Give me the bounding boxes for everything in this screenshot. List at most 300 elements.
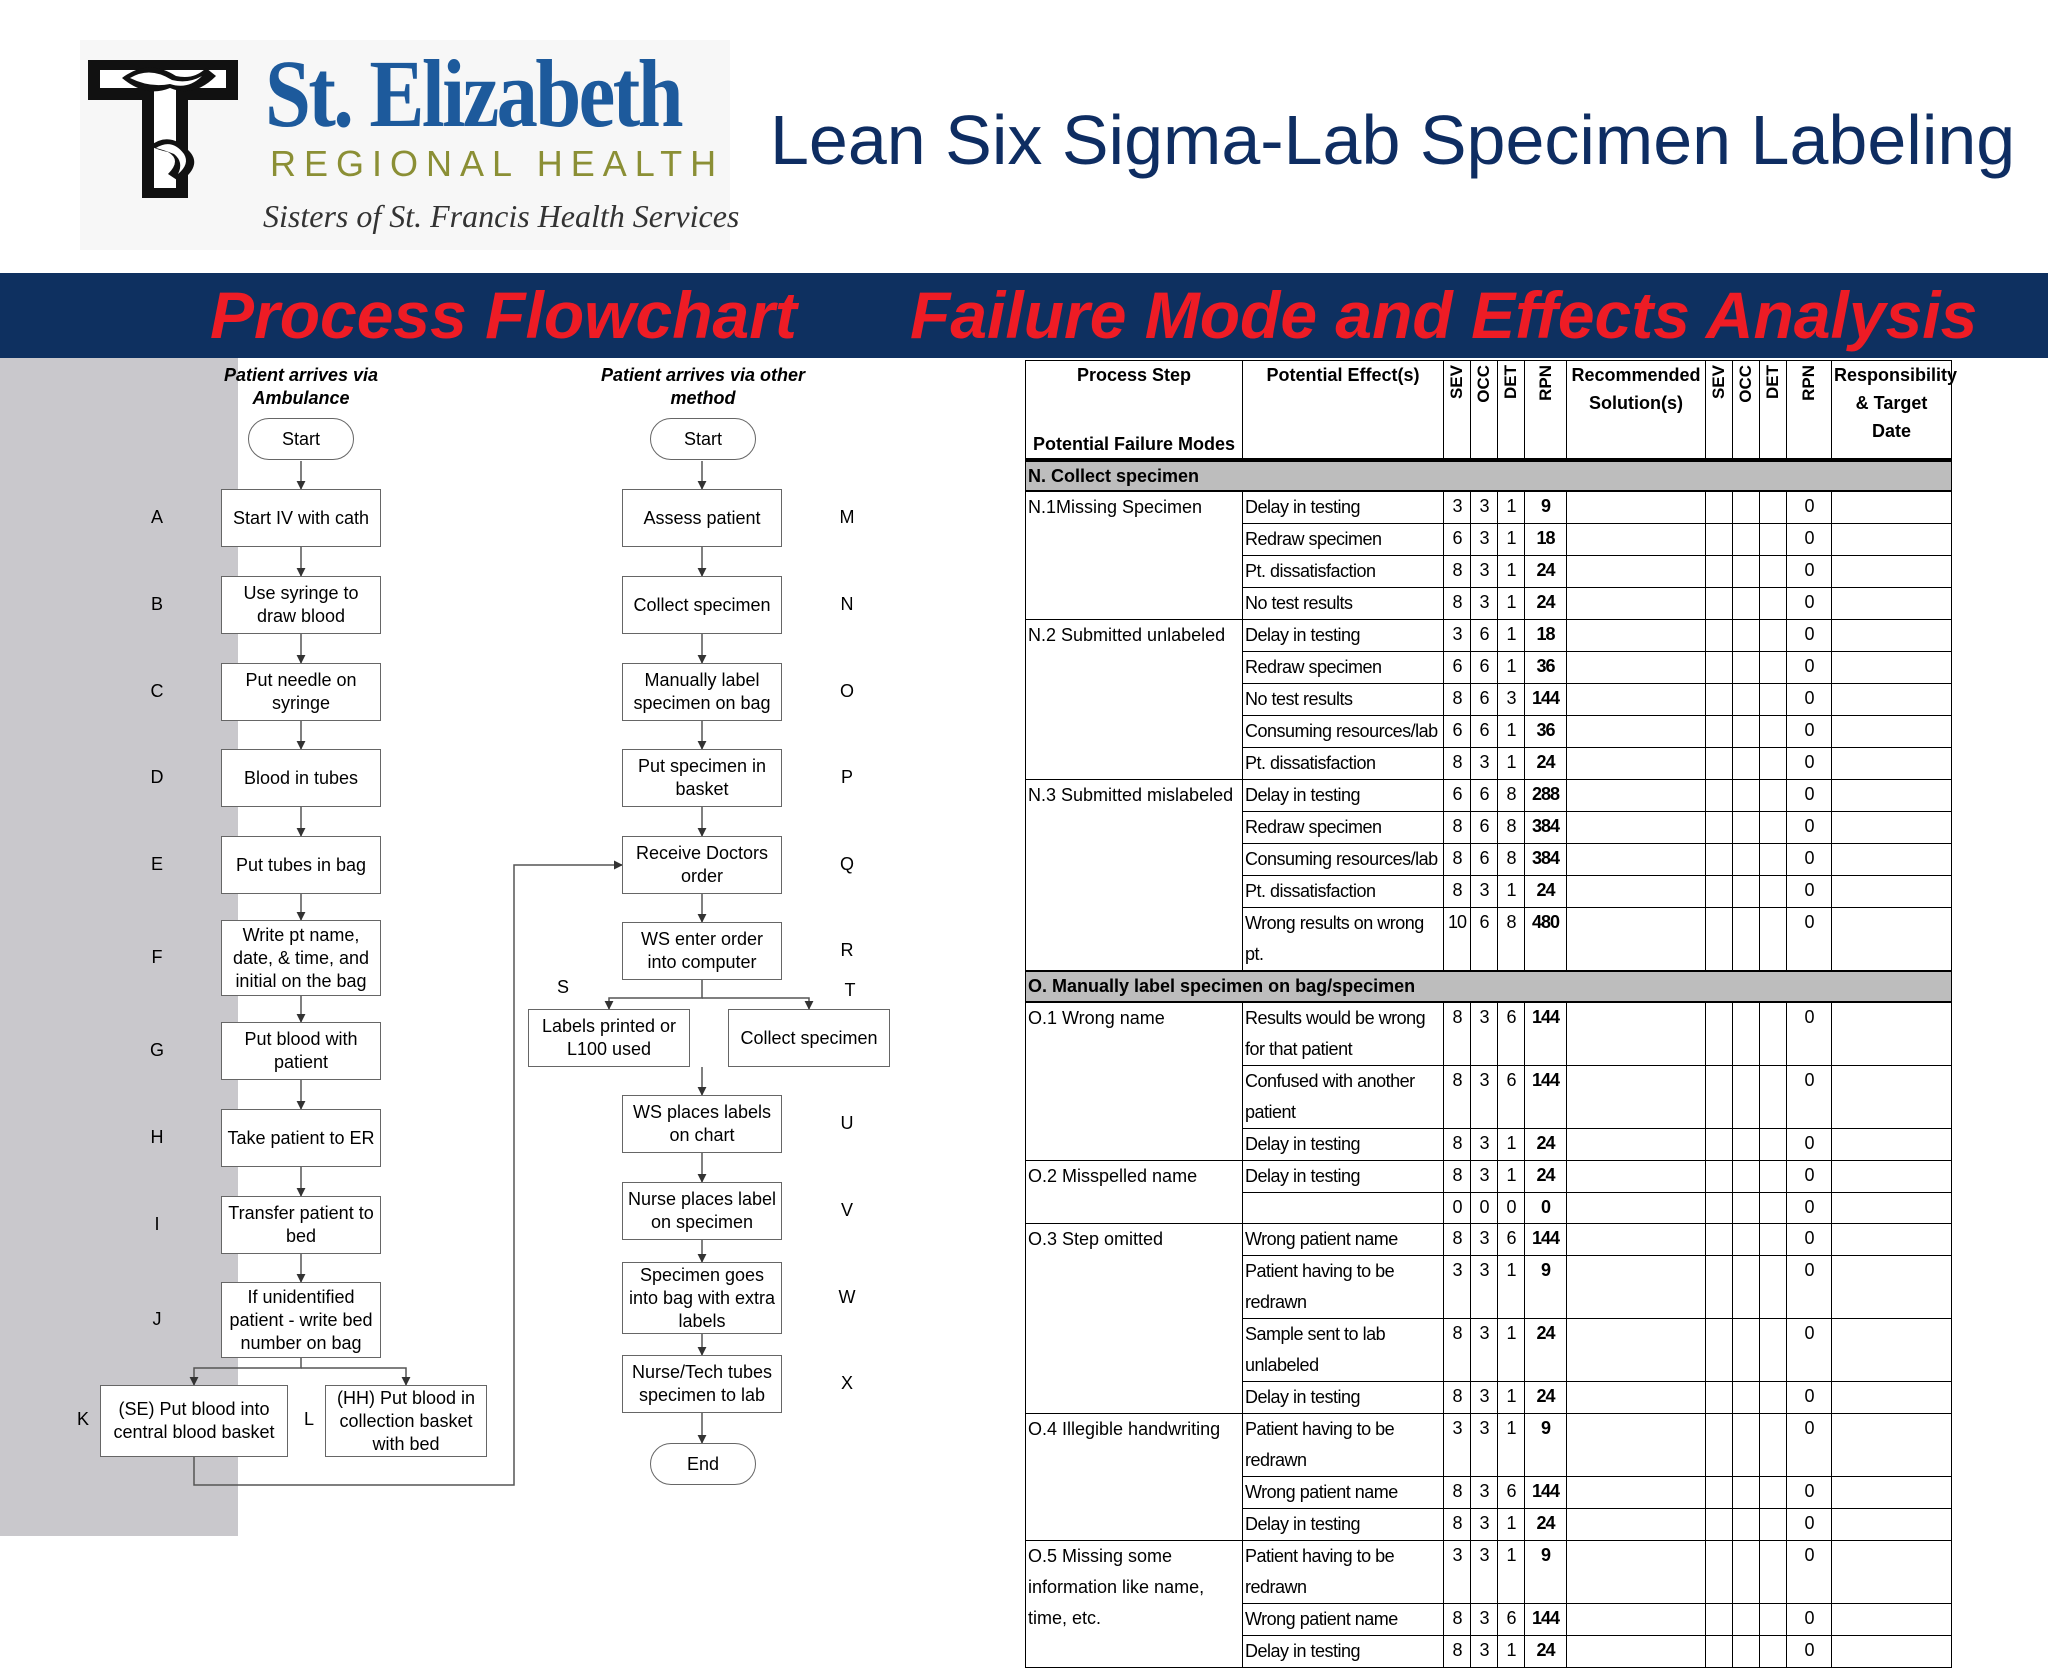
header-occ xyxy=(1471,361,1498,460)
flow-letter-v: V xyxy=(840,1200,853,1220)
fmea-effect: Wrong patient name xyxy=(1243,1603,1444,1635)
fmea-effect: Delay in testing xyxy=(1243,619,1444,651)
logo-tagline: Sisters of St. Francis Health Services xyxy=(263,198,740,234)
fmea-occ2 xyxy=(1733,1160,1760,1192)
fmea-effect: Pt. dissatisfaction xyxy=(1243,747,1444,779)
fmea-solution xyxy=(1567,747,1706,779)
fmea-responsibility xyxy=(1832,1223,1952,1255)
fmea-sev2 xyxy=(1706,619,1733,651)
fmea-det2 xyxy=(1760,747,1787,779)
fmea-sev2 xyxy=(1706,587,1733,619)
fmea-sev: 8 xyxy=(1444,747,1471,779)
fmea-rpn: 144 xyxy=(1525,1603,1567,1635)
fmea-occ: 6 xyxy=(1471,683,1498,715)
fmea-occ2 xyxy=(1733,907,1760,971)
fmea-sev2 xyxy=(1706,811,1733,843)
fmea-occ: 6 xyxy=(1471,811,1498,843)
fmea-sev: 6 xyxy=(1444,651,1471,683)
fmea-solution xyxy=(1567,1002,1706,1066)
fmea-rpn2: 0 xyxy=(1787,715,1832,747)
fmea-responsibility xyxy=(1832,491,1952,524)
fmea-rpn: 24 xyxy=(1525,1635,1567,1667)
fmea-occ2 xyxy=(1733,1065,1760,1128)
fmea-rpn: 0 xyxy=(1525,1192,1567,1223)
fmea-occ2 xyxy=(1733,1540,1760,1603)
fmea-sev: 6 xyxy=(1444,523,1471,555)
fmea-rpn: 24 xyxy=(1525,587,1567,619)
flow-arrow xyxy=(609,980,702,1009)
fmea-det2 xyxy=(1760,907,1787,971)
header-sev-label: SEV xyxy=(1447,365,1466,400)
fmea-failure-mode: N.2 Submitted unlabeled xyxy=(1026,619,1243,779)
fmea-det: 6 xyxy=(1498,1002,1525,1066)
fmea-solution xyxy=(1567,1128,1706,1160)
fmea-sev: 3 xyxy=(1444,1255,1471,1318)
fmea-failure-mode: O.2 Misspelled name xyxy=(1026,1160,1243,1223)
fmea-sev2 xyxy=(1706,555,1733,587)
flow-arrow xyxy=(301,1368,406,1385)
fmea-occ: 3 xyxy=(1471,491,1498,524)
fmea-rpn2: 0 xyxy=(1787,1065,1832,1128)
fmea-solution xyxy=(1567,555,1706,587)
fmea-rpn2: 0 xyxy=(1787,491,1832,524)
flow-letter-a: A xyxy=(150,507,163,527)
fmea-effect: Delay in testing xyxy=(1243,1160,1444,1192)
fmea-row xyxy=(1026,1413,1952,1476)
fmea-solution xyxy=(1567,683,1706,715)
flow-letter-w: W xyxy=(838,1287,856,1307)
fmea-sev: 8 xyxy=(1444,1065,1471,1128)
fmea-failure-mode: N.3 Submitted mislabeled xyxy=(1026,779,1243,971)
fmea-solution xyxy=(1567,587,1706,619)
flow-letter-k: K xyxy=(76,1409,89,1429)
fmea-det: 8 xyxy=(1498,779,1525,811)
fmea-effect: Pt. dissatisfaction xyxy=(1243,555,1444,587)
fmea-det2 xyxy=(1760,1540,1787,1603)
logo-subtitle: REGIONAL HEALTH xyxy=(270,143,725,184)
fmea-occ: 6 xyxy=(1471,715,1498,747)
fmea-responsibility xyxy=(1832,555,1952,587)
left-column-heading: Patient arrives via Ambulance xyxy=(223,365,379,408)
fmea-occ2 xyxy=(1733,1128,1760,1160)
fmea-solution xyxy=(1567,1413,1706,1476)
fmea-rpn: 24 xyxy=(1525,1508,1567,1540)
fmea-sev: 8 xyxy=(1444,1002,1471,1066)
fmea-occ: 3 xyxy=(1471,1255,1498,1318)
fmea-sev: 8 xyxy=(1444,1476,1471,1508)
fmea-sev: 8 xyxy=(1444,683,1471,715)
flow-step-w: Specimen goes into bag with extra labels xyxy=(622,1262,782,1334)
header-rpn2 xyxy=(1787,361,1832,460)
header-sev2 xyxy=(1706,361,1733,460)
fmea-occ2 xyxy=(1733,715,1760,747)
fmea-solution xyxy=(1567,1476,1706,1508)
fmea-rpn2: 0 xyxy=(1787,619,1832,651)
fmea-rpn2: 0 xyxy=(1787,747,1832,779)
fmea-det: 6 xyxy=(1498,1065,1525,1128)
fmea-occ2 xyxy=(1733,1255,1760,1318)
fmea-det2 xyxy=(1760,1128,1787,1160)
flow-letter-m: M xyxy=(839,507,855,527)
header-det2 xyxy=(1760,361,1787,460)
fmea-occ: 3 xyxy=(1471,1223,1498,1255)
fmea-responsibility xyxy=(1832,1318,1952,1381)
fmea-sev: 8 xyxy=(1444,1381,1471,1413)
fmea-det: 1 xyxy=(1498,491,1525,524)
fmea-rpn: 24 xyxy=(1525,1318,1567,1381)
fmea-sev: 6 xyxy=(1444,715,1471,747)
fmea-occ: 3 xyxy=(1471,1540,1498,1603)
flow-step-d: Blood in tubes xyxy=(221,749,381,807)
fmea-det: 1 xyxy=(1498,1318,1525,1381)
fmea-sev: 0 xyxy=(1444,1192,1471,1223)
header-det2-label: DET xyxy=(1763,365,1782,399)
fmea-responsibility xyxy=(1832,843,1952,875)
flow-letter-n: N xyxy=(840,594,854,614)
flow-letter-s: S xyxy=(556,977,569,997)
fmea-sev2 xyxy=(1706,1223,1733,1255)
flow-step-f: Write pt name, date, & time, and initial on the bag xyxy=(221,920,381,996)
fmea-rpn: 144 xyxy=(1525,1065,1567,1128)
fmea-occ2 xyxy=(1733,1192,1760,1223)
fmea-solution xyxy=(1567,1381,1706,1413)
fmea-rpn2: 0 xyxy=(1787,1508,1832,1540)
fmea-occ: 6 xyxy=(1471,907,1498,971)
flow-letter-c: C xyxy=(150,681,164,701)
flow-step-i: Transfer patient to bed xyxy=(221,1196,381,1254)
fmea-effect: Patient having to be redrawn xyxy=(1243,1255,1444,1318)
flow-arrow xyxy=(194,1358,301,1385)
flow-letter-u: U xyxy=(840,1113,854,1133)
fmea-responsibility xyxy=(1832,1255,1952,1318)
fmea-responsibility xyxy=(1832,779,1952,811)
fmea-det: 1 xyxy=(1498,1635,1525,1667)
header-process-step xyxy=(1026,361,1243,460)
flow-letter-q: Q xyxy=(839,854,854,874)
fmea-det: 1 xyxy=(1498,1128,1525,1160)
fmea-det2 xyxy=(1760,1160,1787,1192)
fmea-occ: 3 xyxy=(1471,523,1498,555)
logo-cross-icon xyxy=(84,54,244,204)
fmea-sev: 8 xyxy=(1444,843,1471,875)
fmea-sev2 xyxy=(1706,907,1733,971)
fmea-det2 xyxy=(1760,651,1787,683)
fmea-rpn2: 0 xyxy=(1787,875,1832,907)
logo xyxy=(80,40,740,250)
fmea-rpn2: 0 xyxy=(1787,1635,1832,1667)
fmea-responsibility xyxy=(1832,1635,1952,1667)
fmea-sev: 10 xyxy=(1444,907,1471,971)
fmea-occ2 xyxy=(1733,1002,1760,1066)
fmea-occ2 xyxy=(1733,1381,1760,1413)
fmea-det2 xyxy=(1760,523,1787,555)
flow-step-e: Put tubes in bag xyxy=(221,836,381,894)
fmea-sev2 xyxy=(1706,491,1733,524)
fmea-occ: 3 xyxy=(1471,1508,1498,1540)
fmea-effect: Consuming resources/lab xyxy=(1243,715,1444,747)
fmea-occ2 xyxy=(1733,651,1760,683)
fmea-det: 3 xyxy=(1498,683,1525,715)
fmea-det2 xyxy=(1760,1413,1787,1476)
fmea-det: 8 xyxy=(1498,811,1525,843)
slide-title: Lean Six Sigma-Lab Specimen Labeling xyxy=(770,101,2016,179)
fmea-det2 xyxy=(1760,1635,1787,1667)
fmea-rpn: 384 xyxy=(1525,843,1567,875)
fmea-solution xyxy=(1567,907,1706,971)
fmea-failure-mode: O.1 Wrong name xyxy=(1026,1002,1243,1161)
fmea-row xyxy=(1026,779,1952,811)
fmea-sev2 xyxy=(1706,523,1733,555)
flow-letter-p: P xyxy=(840,767,853,787)
fmea-det: 6 xyxy=(1498,1603,1525,1635)
fmea-rpn: 24 xyxy=(1525,875,1567,907)
fmea-occ2 xyxy=(1733,1476,1760,1508)
fmea-det: 1 xyxy=(1498,1381,1525,1413)
fmea-effect: Delay in testing xyxy=(1243,779,1444,811)
header-responsibility xyxy=(1832,361,1958,460)
fmea-det2 xyxy=(1760,779,1787,811)
fmea-sev2 xyxy=(1706,843,1733,875)
fmea-responsibility xyxy=(1832,587,1952,619)
fmea-occ: 3 xyxy=(1471,1413,1498,1476)
fmea-occ2 xyxy=(1733,587,1760,619)
fmea-failure-mode: O.4 Illegible handwriting xyxy=(1026,1413,1243,1540)
fmea-rpn: 480 xyxy=(1525,907,1567,971)
flow-letter-b: B xyxy=(150,594,163,614)
fmea-responsibility xyxy=(1832,683,1952,715)
fmea-det2 xyxy=(1760,1192,1787,1223)
fmea-occ: 6 xyxy=(1471,779,1498,811)
fmea-rpn: 24 xyxy=(1525,1128,1567,1160)
fmea-sev: 8 xyxy=(1444,1508,1471,1540)
fmea-det2 xyxy=(1760,1002,1787,1066)
fmea-effect: Delay in testing xyxy=(1243,1381,1444,1413)
fmea-det2 xyxy=(1760,715,1787,747)
fmea-occ: 3 xyxy=(1471,1381,1498,1413)
fmea-occ2 xyxy=(1733,1318,1760,1381)
flow-step-c: Put needle on syringe xyxy=(221,663,381,721)
fmea-section-label: O. Manually label specimen on bag/specimen xyxy=(1026,971,1952,1002)
fmea-sev: 8 xyxy=(1444,1160,1471,1192)
fmea-failure-mode: O.3 Step omitted xyxy=(1026,1223,1243,1413)
fmea-rpn2: 0 xyxy=(1787,1160,1832,1192)
fmea-rpn: 384 xyxy=(1525,811,1567,843)
header-sev2-label: SEV xyxy=(1709,365,1728,400)
fmea-solution xyxy=(1567,1160,1706,1192)
fmea-responsibility xyxy=(1832,1128,1952,1160)
fmea-sev2 xyxy=(1706,875,1733,907)
fmea-rpn: 144 xyxy=(1525,683,1567,715)
fmea-solution xyxy=(1567,1603,1706,1635)
header-process-step-label: Process Step xyxy=(1076,365,1192,385)
fmea-responsibility xyxy=(1832,1065,1952,1128)
header-rpn-label: RPN xyxy=(1535,365,1555,401)
fmea-solution xyxy=(1567,1255,1706,1318)
header-failure-modes-label: Potential Failure Modes xyxy=(1032,433,1236,454)
fmea-responsibility xyxy=(1832,1160,1952,1192)
fmea-det: 1 xyxy=(1498,1540,1525,1603)
fmea-sev: 3 xyxy=(1444,491,1471,524)
fmea-occ2 xyxy=(1733,779,1760,811)
fmea-solution xyxy=(1567,811,1706,843)
fmea-responsibility xyxy=(1832,651,1952,683)
fmea-effect: Redraw specimen xyxy=(1243,651,1444,683)
fmea-effect: Delay in testing xyxy=(1243,1508,1444,1540)
fmea-effect: Patient having to be redrawn xyxy=(1243,1413,1444,1476)
flow-letter-g: G xyxy=(149,1040,164,1060)
fmea-det2 xyxy=(1760,587,1787,619)
fmea-occ: 3 xyxy=(1471,875,1498,907)
fmea-solution xyxy=(1567,1635,1706,1667)
fmea-rpn: 288 xyxy=(1525,779,1567,811)
flow-step-v: Nurse places label on specimen xyxy=(622,1182,782,1240)
fmea-occ: 3 xyxy=(1471,1318,1498,1381)
fmea-responsibility xyxy=(1832,523,1952,555)
fmea-sev2 xyxy=(1706,1381,1733,1413)
fmea-rpn2: 0 xyxy=(1787,1128,1832,1160)
flow-letter-r: R xyxy=(840,940,854,960)
flow-step-j: If unidentified patient - write bed number on bag xyxy=(221,1282,381,1358)
fmea-rpn2: 0 xyxy=(1787,1413,1832,1476)
header-responsibility-label: Responsibility & Target Date xyxy=(1834,365,1958,441)
fmea-rpn2: 0 xyxy=(1787,843,1832,875)
fmea-sev2 xyxy=(1706,779,1733,811)
fmea-rpn: 18 xyxy=(1525,619,1567,651)
fmea-det: 1 xyxy=(1498,619,1525,651)
fmea-sev: 8 xyxy=(1444,875,1471,907)
fmea-responsibility xyxy=(1832,907,1952,971)
fmea-det2 xyxy=(1760,1255,1787,1318)
fmea-rpn: 9 xyxy=(1525,1255,1567,1318)
fmea-responsibility xyxy=(1832,1603,1952,1635)
fmea-effect: Results would be wrong for that patient xyxy=(1243,1002,1444,1066)
fmea-rpn2: 0 xyxy=(1787,1603,1832,1635)
fmea-row xyxy=(1026,619,1952,651)
fmea-solution xyxy=(1567,523,1706,555)
header-occ2-label: OCC xyxy=(1736,365,1755,403)
fmea-occ2 xyxy=(1733,523,1760,555)
fmea-det2 xyxy=(1760,619,1787,651)
fmea-rpn: 36 xyxy=(1525,651,1567,683)
fmea-effect: Wrong patient name xyxy=(1243,1476,1444,1508)
fmea-det: 8 xyxy=(1498,907,1525,971)
fmea-sev2 xyxy=(1706,1065,1733,1128)
fmea-rpn: 24 xyxy=(1525,555,1567,587)
fmea-responsibility xyxy=(1832,619,1952,651)
fmea-sev2 xyxy=(1706,1192,1733,1223)
fmea-rpn2: 0 xyxy=(1787,907,1832,971)
fmea-failure-mode: N.1Missing Specimen xyxy=(1026,491,1243,620)
fmea-sev: 3 xyxy=(1444,1540,1471,1603)
fmea-responsibility xyxy=(1832,747,1952,779)
fmea-rpn: 9 xyxy=(1525,1540,1567,1603)
flow-step-a: Start IV with cath xyxy=(221,489,381,547)
fmea-rpn2: 0 xyxy=(1787,1223,1832,1255)
flow-step-p: Put specimen in basket xyxy=(622,749,782,807)
fmea-det2 xyxy=(1760,875,1787,907)
fmea-occ: 6 xyxy=(1471,651,1498,683)
flow-step-u: WS places labels on chart xyxy=(622,1095,782,1153)
fmea-rpn: 24 xyxy=(1525,747,1567,779)
fmea-sev: 8 xyxy=(1444,1223,1471,1255)
fmea-det: 1 xyxy=(1498,715,1525,747)
fmea-occ2 xyxy=(1733,1413,1760,1476)
header-occ-label: OCC xyxy=(1474,365,1493,403)
fmea-rpn: 24 xyxy=(1525,1381,1567,1413)
fmea-rpn2: 0 xyxy=(1787,683,1832,715)
fmea-sev2 xyxy=(1706,1255,1733,1318)
fmea-table xyxy=(1025,360,1958,1668)
fmea-sev2 xyxy=(1706,747,1733,779)
fmea-occ: 3 xyxy=(1471,747,1498,779)
fmea-det: 6 xyxy=(1498,1223,1525,1255)
fmea-det2 xyxy=(1760,1065,1787,1128)
right-start-node: Start xyxy=(650,418,756,460)
fmea-det2 xyxy=(1760,843,1787,875)
fmea-effect: Delay in testing xyxy=(1243,491,1444,524)
fmea-solution xyxy=(1567,875,1706,907)
fmea-occ2 xyxy=(1733,555,1760,587)
fmea-responsibility xyxy=(1832,1381,1952,1413)
fmea-effect: Delay in testing xyxy=(1243,1635,1444,1667)
flow-letter-j: J xyxy=(152,1309,162,1329)
fmea-sev2 xyxy=(1706,1476,1733,1508)
fmea-occ: 3 xyxy=(1471,555,1498,587)
header-effects: Potential Effect(s) xyxy=(1243,361,1444,460)
fmea-sev2 xyxy=(1706,1160,1733,1192)
fmea-det: 1 xyxy=(1498,651,1525,683)
fmea-solution xyxy=(1567,1065,1706,1128)
fmea-sev2 xyxy=(1706,683,1733,715)
flow-step-b: Use syringe to draw blood xyxy=(221,576,381,634)
fmea-rpn: 9 xyxy=(1525,491,1567,524)
flow-step-l: (HH) Put blood in collection basket with bed xyxy=(325,1385,487,1457)
header-det xyxy=(1498,361,1525,460)
flow-arrow xyxy=(702,998,809,1009)
flow-letter-l: L xyxy=(303,1409,314,1429)
fmea-responsibility xyxy=(1832,1002,1952,1066)
fmea-responsibility xyxy=(1832,1540,1952,1603)
fmea-effect: Wrong patient name xyxy=(1243,1223,1444,1255)
fmea-solution xyxy=(1567,843,1706,875)
fmea-solution xyxy=(1567,1540,1706,1603)
header-det-label: DET xyxy=(1501,365,1520,399)
fmea-occ2 xyxy=(1733,811,1760,843)
flow-step-t: Collect specimen xyxy=(728,1009,890,1067)
header-occ2 xyxy=(1733,361,1760,460)
fmea-occ2 xyxy=(1733,875,1760,907)
fmea-rpn2: 0 xyxy=(1787,651,1832,683)
fmea-responsibility xyxy=(1832,715,1952,747)
fmea-sev2 xyxy=(1706,1603,1733,1635)
fmea-sev: 8 xyxy=(1444,1128,1471,1160)
fmea-det2 xyxy=(1760,683,1787,715)
fmea-row xyxy=(1026,1540,1952,1603)
fmea-rpn: 36 xyxy=(1525,715,1567,747)
fmea-rpn: 144 xyxy=(1525,1223,1567,1255)
fmea-sev2 xyxy=(1706,1540,1733,1603)
fmea-solution xyxy=(1567,1192,1706,1223)
fmea-sev2 xyxy=(1706,1002,1733,1066)
fmea-rpn2: 0 xyxy=(1787,1476,1832,1508)
flow-letter-f: F xyxy=(151,947,163,967)
fmea-det2 xyxy=(1760,555,1787,587)
fmea-det2 xyxy=(1760,1381,1787,1413)
fmea-rpn: 144 xyxy=(1525,1476,1567,1508)
fmea-row xyxy=(1026,1223,1952,1255)
flow-letter-o: O xyxy=(839,681,854,701)
flow-step-s: Labels printed or L100 used xyxy=(528,1009,690,1067)
